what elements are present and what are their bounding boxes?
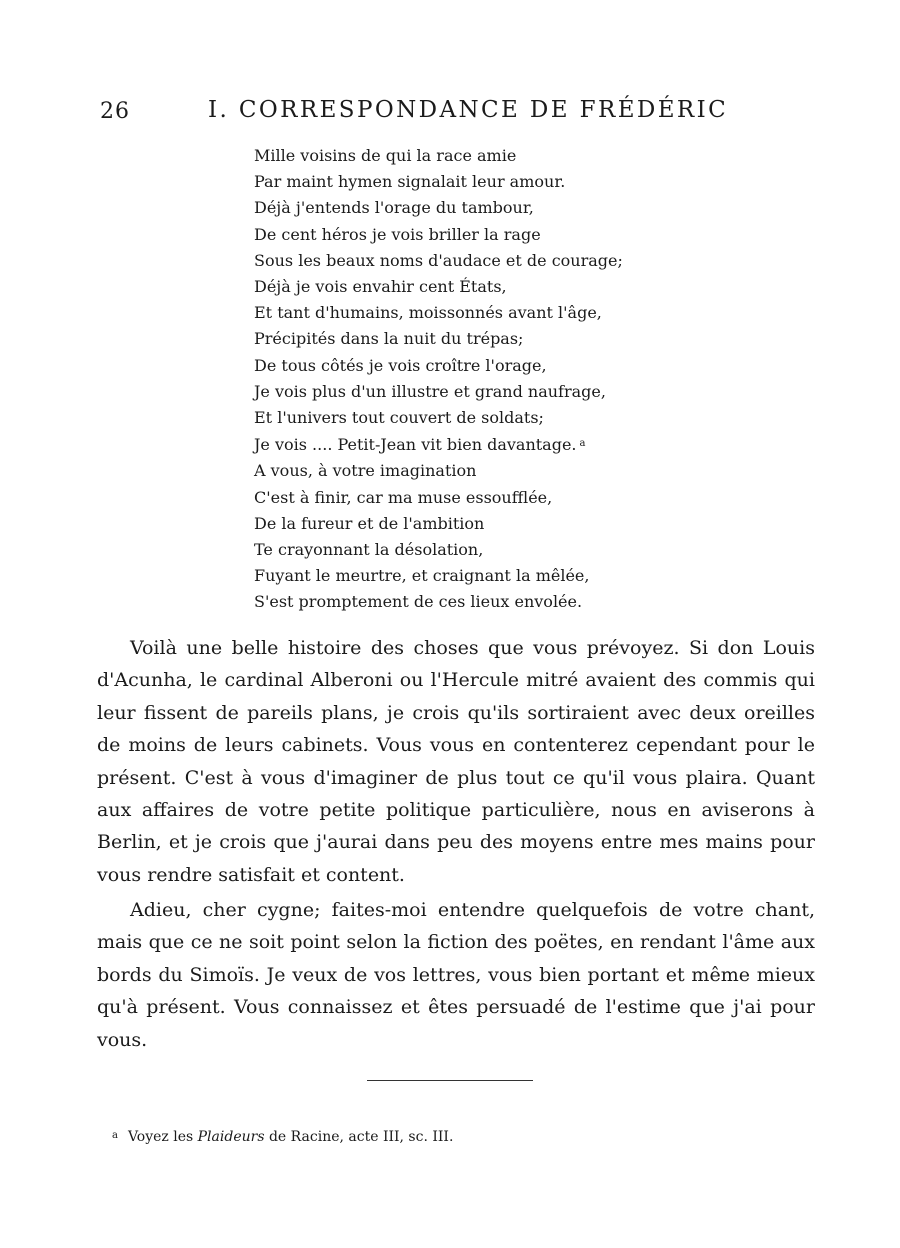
- footnote-work-title: Plaideurs: [197, 1129, 265, 1145]
- poem-line: Déjà je vois envahir cent États,: [254, 277, 507, 297]
- poem-line: De la fureur et de l'ambition: [254, 513, 485, 533]
- paragraph: Voilà une belle histoire des choses que vous prévoyez. Si don Louis d'Acunha, le cardinal Alberoni ou l'Hercule mitré avaient des commis qui leur fissent de pareils plans, je crois qu'ils sortiraient avec deux oreilles de moins de leurs cabinets. Vous vous en contenterez cependant pour le présent. C'est à vous d'imaginer de plus tout ce qu'il vous plaira. Quant aux affaires de votre petite politique particulière, nous en aviserons à Berlin, et je crois que j'aurai dans peu des moyens entre mes mains pour vous rendre satisfait et content.: [97, 637, 815, 886]
- poem-line: Et tant d'humains, moissonnés avant l'âge,: [254, 303, 602, 323]
- poem-line-with-note: [254, 431, 754, 458]
- footnote-divider: [367, 1080, 533, 1081]
- poem-line: Déjà j'entends l'orage du tambour,: [254, 198, 534, 218]
- poem: [254, 143, 754, 616]
- poem-line: Et l'univers tout couvert de soldats;: [254, 408, 544, 428]
- poem-line: De cent héros je vois briller la rage: [254, 224, 541, 244]
- poem-line: Fuyant le meurtre, et craignant la mêlée,: [254, 566, 590, 586]
- footnote-text-prefix: Voyez les: [127, 1129, 198, 1145]
- poem-line: A vous, à votre imagination: [254, 461, 477, 481]
- poem-line: De tous côtés je vois croître l'orage,: [254, 355, 547, 375]
- poem-line: Sous les beaux noms d'audace et de courage;: [254, 250, 623, 270]
- poem-line: Je vois plus d'un illustre et grand naufrage,: [254, 381, 606, 401]
- poem-line: S'est promptement de ces lieux envolée.: [254, 592, 583, 612]
- footnote-reference[interactable]: a: [579, 438, 586, 450]
- footnote-text-suffix: de Racine, acte III, sc. III.: [264, 1129, 454, 1145]
- poem-line: Te crayonnant la désolation,: [254, 540, 484, 560]
- poem-line-text: Je vois .... Petit-Jean vit bien davantage.: [254, 435, 577, 455]
- poem-line: Précipités dans la nuit du trépas;: [254, 329, 524, 349]
- poem-line: Par maint hymen signalait leur amour.: [254, 172, 566, 192]
- footnote-marker: a: [112, 1130, 118, 1141]
- running-title: I. CORRESPONDANCE DE FRÉDÉRIC: [208, 97, 729, 123]
- paragraph: Adieu, cher cygne; faites-moi entendre quelquefois de votre chant, mais que ce ne soit point selon la fiction des poëtes, en rendant l'âme aux bords du Simoïs. Je veux de vos lettres, vous bien portant et même mieux qu'à présent. Vous connaissez et êtes persuadé de l'estime que j'ai pour vous.: [97, 899, 815, 1051]
- poem-line: Mille voisins de qui la race amie: [254, 146, 517, 165]
- page-number: 26: [100, 99, 130, 124]
- footnote: [112, 1129, 453, 1145]
- poem-line: C'est à finir, car ma muse essoufflée,: [254, 487, 553, 507]
